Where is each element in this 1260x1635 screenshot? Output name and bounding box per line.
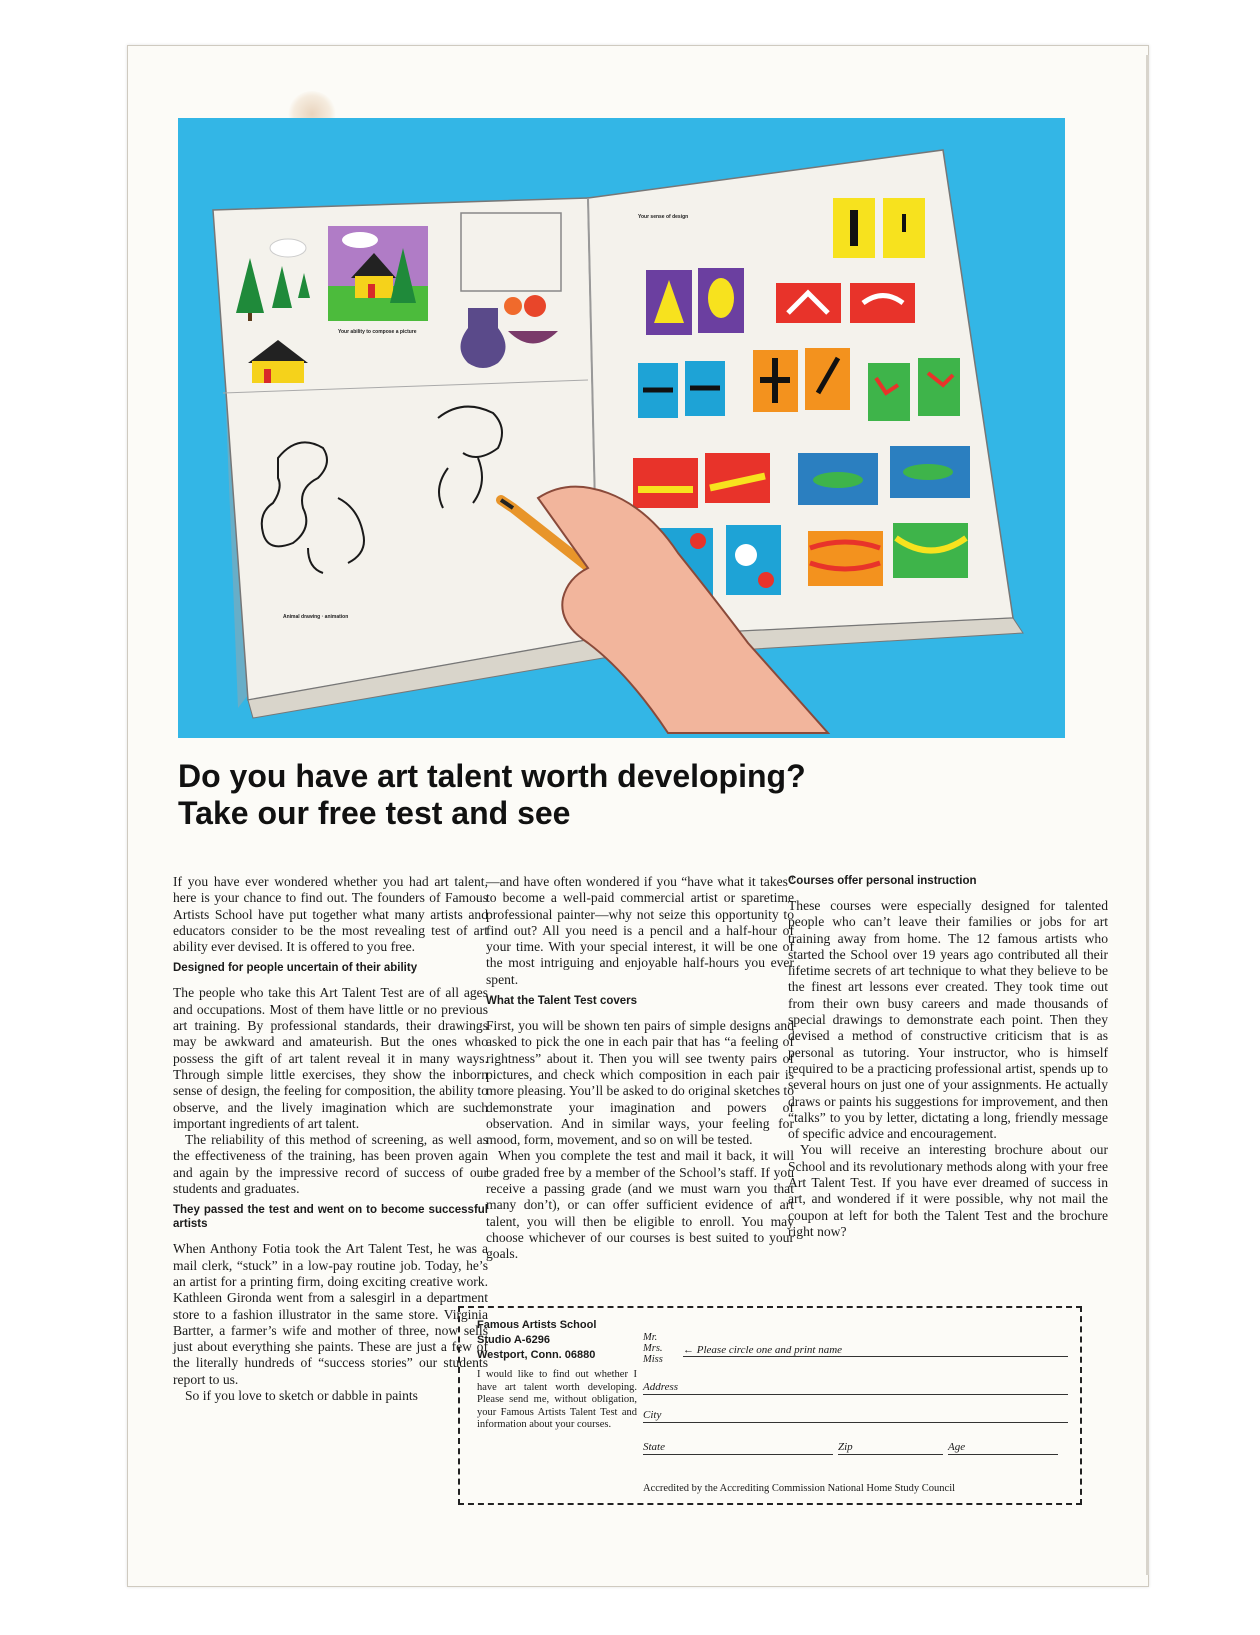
coupon-address-block bbox=[477, 1318, 637, 1432]
column-3 bbox=[788, 874, 1108, 1240]
mail-coupon[interactable] bbox=[458, 1306, 1082, 1505]
accreditation-note: Accredited by the Accrediting Commission National Home Study Council bbox=[643, 1483, 956, 1494]
svg-text:Your sense of design: Your sense of design bbox=[638, 214, 689, 220]
salutation-mrs[interactable]: Mrs. bbox=[643, 1343, 663, 1354]
section-heading-instruction: Courses offer personal instruction bbox=[788, 875, 977, 887]
section-heading-uncertain: Designed for people uncertain of their ability bbox=[173, 962, 418, 975]
svg-text:Your ability to compose a pict: Your ability to compose a picture bbox=[338, 329, 417, 335]
column-2 bbox=[486, 874, 794, 1263]
paragraph-reliability: The reliability of this method of screening, as well as the effectiveness of the training, has been proven again and again by the impressive record of success of our students and graduates. bbox=[173, 1132, 488, 1197]
studio-code: Studio A-6296 bbox=[477, 1334, 550, 1346]
paragraph-wondered: —and have often wondered if you “have what it takes” to become a well-paid commercial artist or sparetime professional painter—why not seize this opportunity to find out? All you need is a pencil and a half-hour of your time. With your special interest, it will be one of the most intriguing and enjoyable half-hours you ever spent. bbox=[486, 874, 794, 987]
headline bbox=[178, 758, 1078, 832]
zip-field[interactable]: Zip bbox=[838, 1436, 943, 1455]
city-field[interactable]: City bbox=[643, 1404, 1068, 1423]
paragraph-people: The people who take this Art Talent Test are of all ages and occupations. Most of them have little or no previous art training. By professional standards, their drawings may be awkward and amateurish. But the ones who possess the gift of art talent reveal it in many ways. Through simple little exercises, they show the inborn sense of design, the feeling for composition, the ability to observe, and the lively imagination which are such important ingredients of art talent. bbox=[173, 985, 488, 1131]
state-field[interactable]: State bbox=[643, 1436, 833, 1455]
school-city: Westport, Conn. 06880 bbox=[477, 1349, 596, 1361]
intro-paragraph: If you have ever wondered whether you had art talent, here is your chance to find out. The founders of Famous Artists School have put together what many artists and educators consider to be the most revealing test of art ability ever devised. It is offered to you free. bbox=[173, 874, 488, 955]
headline-line-2: Take our free test and see bbox=[178, 795, 571, 831]
section-heading-success: They passed the test and went on to become successful artists bbox=[173, 1204, 488, 1231]
paragraph-continue: So if you love to sketch or dabble in paints bbox=[185, 1388, 418, 1404]
salutation-options[interactable] bbox=[643, 1332, 663, 1365]
paragraph-grading: When you complete the test and mail it back, it will be graded free by a member of the School’s staff. If you receive a passing grade (and we must warn you that many don’t), or can offer sufficient evidence of art talent, you will then be eligible to enroll. You may choose whichever of our courses is best suited to your goals. bbox=[486, 1148, 794, 1262]
age-field[interactable]: Age bbox=[948, 1436, 1058, 1455]
coupon-request-text: I would like to find out whether I have art talent worth developing. Please send me, without obligation, your Famous Artists Talent Test and information about your courses. bbox=[477, 1369, 637, 1430]
section-heading-test-covers: What the Talent Test covers bbox=[486, 995, 638, 1008]
svg-text:Animal drawing · animation: Animal drawing · animation bbox=[283, 614, 349, 620]
school-name: Famous Artists School bbox=[477, 1319, 597, 1331]
paragraph-courses: These courses were especially designed for talented people who can’t leave their families or jobs for art training away from home. The 12 famous artists who started the School over 19 years ago contributed all their lifetime secrets of art technique to what they believe to be the finest art lessons ever created. They took time out from their own busy careers and made thousands of special drawings to demonstrate each point. Then they devised a method of constructive criticism that is as personal as tutoring. Your instructor, who is himself required to be a practicing professional artist, spends up to several hours on just one of your assignments. He actually draws or paints his suggestions for improvement, and then “talks” to you by letter, dictating a long, friendly message of specific advice and encouragement. bbox=[788, 898, 1108, 1142]
magazine-page bbox=[127, 45, 1149, 1587]
talent-test-illustration bbox=[178, 118, 1065, 738]
salutation-mr[interactable]: Mr. bbox=[643, 1332, 658, 1343]
address-field[interactable]: Address bbox=[643, 1376, 1068, 1395]
composed-picture bbox=[328, 226, 428, 321]
paragraph-brochure: You will receive an interesting brochure about our School and its revolutionary methods along with your free Art Talent Test. If you have ever dreamed of success in art, and wondered if it were possible, why not mail the coupon at left for both the Talent Test and the brochure right now? bbox=[788, 1142, 1108, 1239]
paragraph-test-content: First, you will be shown ten pairs of simple designs and asked to pick the one in each pair that has “a feeling of rightness” about it. Then you will see twenty pairs of pictures, and check which composition in each pair is more pleasing. You’ll be asked to do original sketches to demonstrate your imagination and powers of observation. And in similar ways, your feeling for mood, form, movement, and so on will be tested. bbox=[486, 1018, 794, 1148]
salutation-miss[interactable]: Miss bbox=[643, 1354, 663, 1365]
column-1 bbox=[173, 874, 488, 1404]
name-field[interactable]: ← Please circle one and print name bbox=[683, 1338, 1068, 1357]
page-edge bbox=[1146, 55, 1149, 1575]
headline-line-1: Do you have art talent worth developing? bbox=[178, 758, 806, 794]
paragraph-success-stories: When Anthony Fotia took the Art Talent Test, he was a mail clerk, “stuck” in a low-pay routine job. Today, he’s an artist for a printing firm, doing exciting creative work. Kathleen Gironda went from a salesgirl in a department store to a fashion illustrator in the same store. Virginia Bartter, a farmer’s wife and mother of three, now sells just about everything she paints. These are just a few of the literally hundreds of “success stories” our students report to us. bbox=[173, 1241, 488, 1387]
